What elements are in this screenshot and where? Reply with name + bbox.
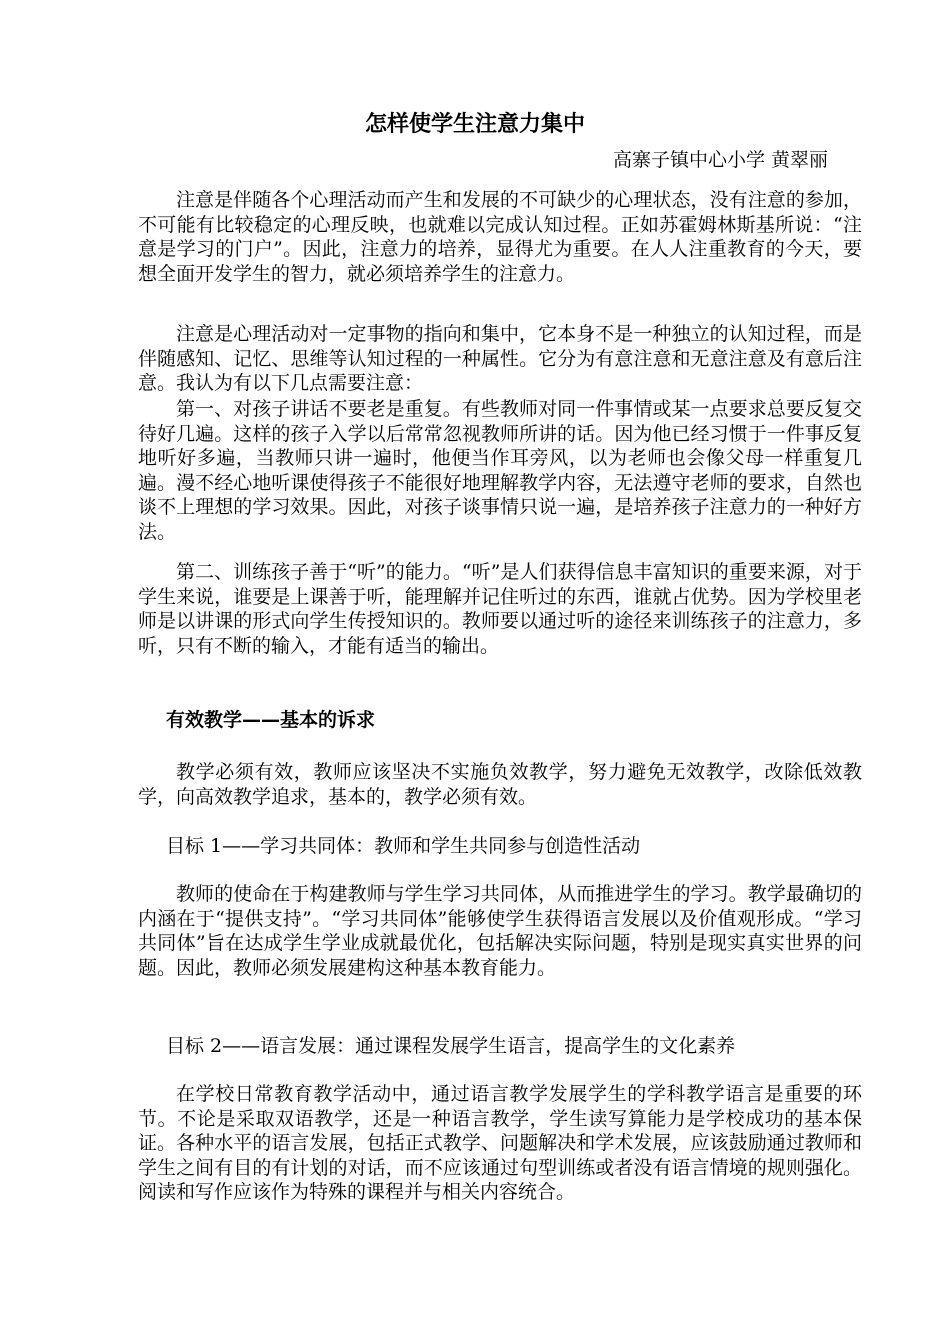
section-paragraph: 教学必须有效，教师应该坚决不实施负效教学，努力避免无效教学，改除低效教学，向高效教学追求，基本的，教学必须有效。 — [138, 761, 862, 808]
goal-one-title: 目标 1——学习共同体：教师和学生共同参与创造性活动 — [166, 835, 641, 857]
goal-two-title: 目标 2——语言发展：通过课程发展学生语言，提高学生的文化素养 — [166, 1035, 736, 1057]
paragraph-point-one: 第一、对孩子讲话不要老是重复。有些教师对同一件事情或某一点要求总要反复交待好几遍。这样的孩子入学以后常常忽视教师所讲的话。因为他已经习惯于一件事反复地听好多遍，当教师只讲一遍时，他便当作耳旁风，以为老师也会像父母一样重复几遍。漫不经心地听课使得孩子不能很好地理解教学内容，无法遵守老师的要求，自然也谈不上理想的学习效果。因此，对孩子谈事情只说一遍，是培养孩子注意力的一种好方法。 — [138, 398, 862, 543]
paragraph-point-two: 第二、训练孩子善于“听”的能力。“听”是人们获得信息丰富知识的重要来源，对于学生来说，谁要是上课善于听，能理解并记住听过的东西，谁就占优势。因为学校里老师是以讲课的形式向学生传授知识的。教师要以通过听的途径来训练孩子的注意力，多听，只有不断的输入，才能有适当的输出。 — [138, 561, 862, 657]
goal-two-text: 在学校日常教育教学活动中，通过语言教学发展学生的学科教学语言是重要的环节。不论是采取双语教学，还是一种语言教学，学生读写算能力是学校成功的基本保证。各种水平的语言发展，包括正式教学、问题解决和学术发展，应该鼓励通过教师和学生之间有目的有计划的对话，而不应该通过句型训练或者没有语言情境的规则强化。阅读和写作应该作为特殊的课程并与相关内容统合。 — [138, 1083, 862, 1203]
section-heading: 有效教学——基本的诉求 — [166, 709, 376, 731]
paragraph-definition: 注意是心理活动对一定事物的指向和集中，它本身不是一种独立的认知过程，而是伴随感知、记忆、思维等认知过程的一种属性。它分为有意注意和无意注意及有意后注意。我认为有以下几点需要注意： — [138, 323, 862, 394]
goal-one-text: 教师的使命在于构建教师与学生学习共同体，从而推进学生的学习。教学最确切的内涵在于“提供支持”。“学习共同体”能够使学生获得语言发展以及价值观形成。“学习共同体”旨在达成学生学业成就最优化，包括解决实际问题，特别是现实真实世界的问题。因此，教师必须发展建构这种基本教育能力。 — [138, 883, 862, 979]
paragraph-intro: 注意是伴随各个心理活动而产生和发展的不可缺少的心理状态，没有注意的参加，不可能有比较稳定的心理反映，也就难以完成认知过程。正如苏霍姆林斯基所说：“注意是学习的门户”。因此，注意力的培养，显得尤为重要。在人人注重教育的今天，要想全面开发学生的智力，就必须培养学生的注意力。 — [138, 189, 862, 285]
author-line: 高寨子镇中心小学 黄翠丽 — [612, 149, 828, 171]
document-title: 怎样使学生注意力集中 — [364, 112, 585, 137]
